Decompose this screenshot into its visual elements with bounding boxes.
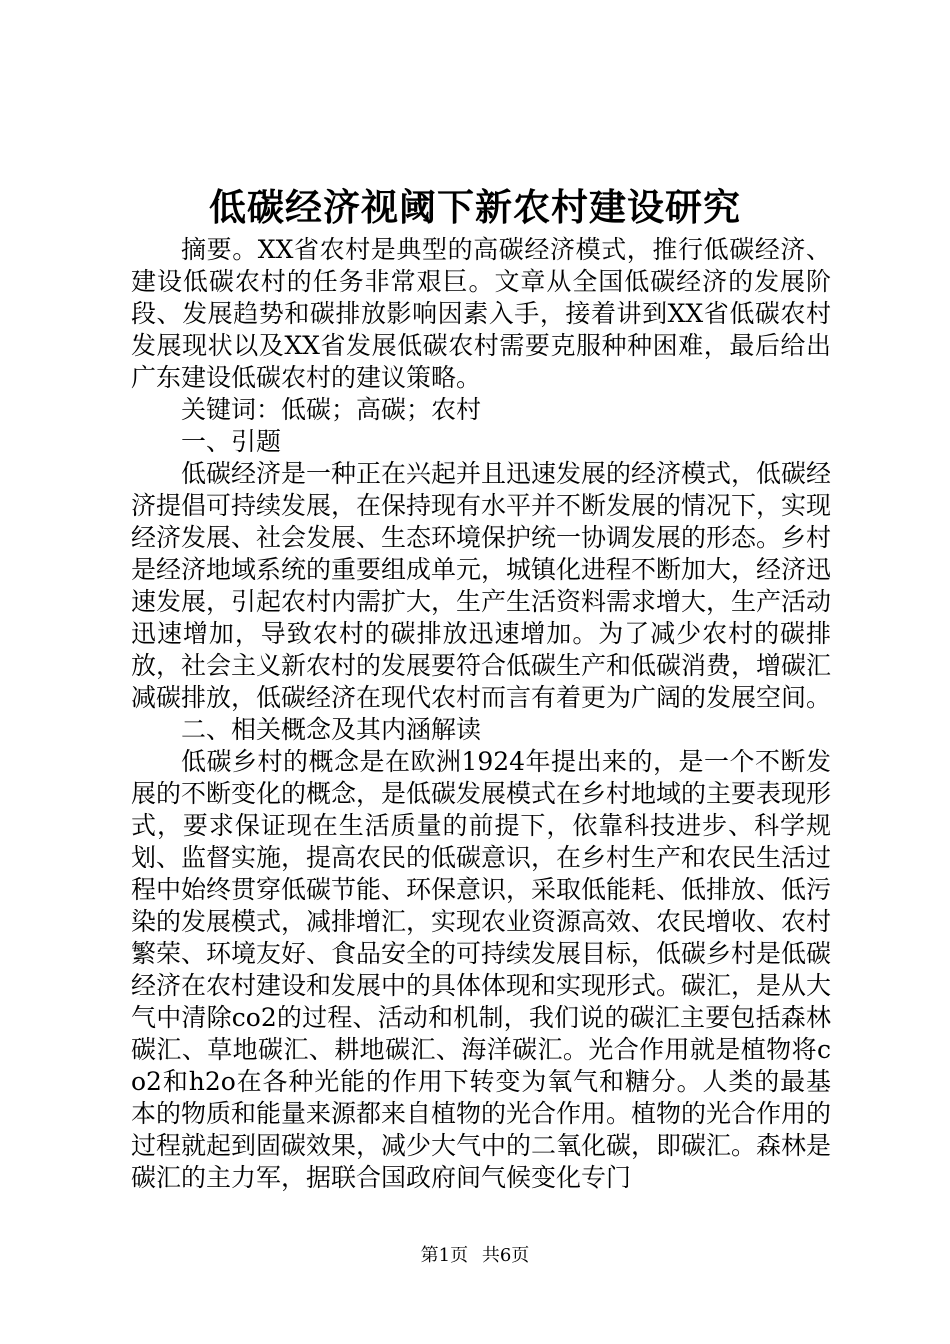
page-number-total: 共6页 [481, 1245, 530, 1266]
document-title: 低碳经济视阈下新农村建设研究 [209, 185, 741, 229]
document-body [131, 234, 831, 1194]
keywords-paragraph: 关键词：低碳；高碳；农村 [181, 395, 482, 424]
page-footer [0, 1244, 950, 1268]
page-number-current: 第1页 [420, 1245, 469, 1266]
introduction-paragraph: 低碳经济是一种正在兴起并且迅速发展的经济模式，低碳经济提倡可持续发展，在保持现有水平并不断发展的情况下，实现经济发展、社会发展、生态环境保护统一协调发展的形态。乡村是经济地域系统的重要组成单元，城镇化进程不断加大，经济迅速发展，引起农村内需扩大，生产生活资料需求增大，生产活动迅速增加，导致农村的碳排放迅速增加。为了减少农村的碳排放，社会主义新农村的发展要符合低碳生产和低碳消费，增碳汇减碳排放，低碳经济在现代农村而言有着更为广阔的发展空间。 [131, 459, 832, 712]
section-heading-concepts: 二、相关概念及其内涵解读 [181, 715, 482, 744]
concepts-paragraph: 低碳乡村的概念是在欧洲1924年提出来的，是一个不断发展的不断变化的概念，是低碳发展模式在乡村地域的主要表现形式，要求保证现在生活质量的前提下，依靠科技进步、科学规划、监督实施，提高农民的低碳意识，在乡村生产和农民生活过程中始终贯穿低碳节能、环保意识，采取低能耗、低排放、低污染的发展模式，减排增汇，实现农业资源高效、农民增收、农村繁荣、环境友好、食品安全的可持续发展目标，低碳乡村是低碳经济在农村建设和发展中的具体体现和实现形式。碳汇，是从大气中清除co2的过程、活动和机制，我们说的碳汇主要包括森林碳汇、草地碳汇、耕地碳汇、海洋碳汇。光合作用就是植物将co2和h2o在各种光能的作用下转变为氧气和糖分。人类的最基本的物质和能量来源都来自植物的光合作用。植物的光合作用的过程就起到固碳效果，减少大气中的二氧化碳，即碳汇。森林是碳汇的主力军，据联合国政府间气候变化专门 [131, 747, 832, 1192]
section-heading-introduction: 一、引题 [181, 427, 282, 456]
abstract-paragraph: 摘要。XX省农村是典型的高碳经济模式，推行低碳经济、建设低碳农村的任务非常艰巨。文章从全国低碳经济的发展阶段、发展趋势和碳排放影响因素入手，接着讲到XX省低碳农村发展现状以及XX省发展低碳农村需要克服种种困难，最后给出广东建设低碳农村的建议策略。 [131, 235, 831, 392]
